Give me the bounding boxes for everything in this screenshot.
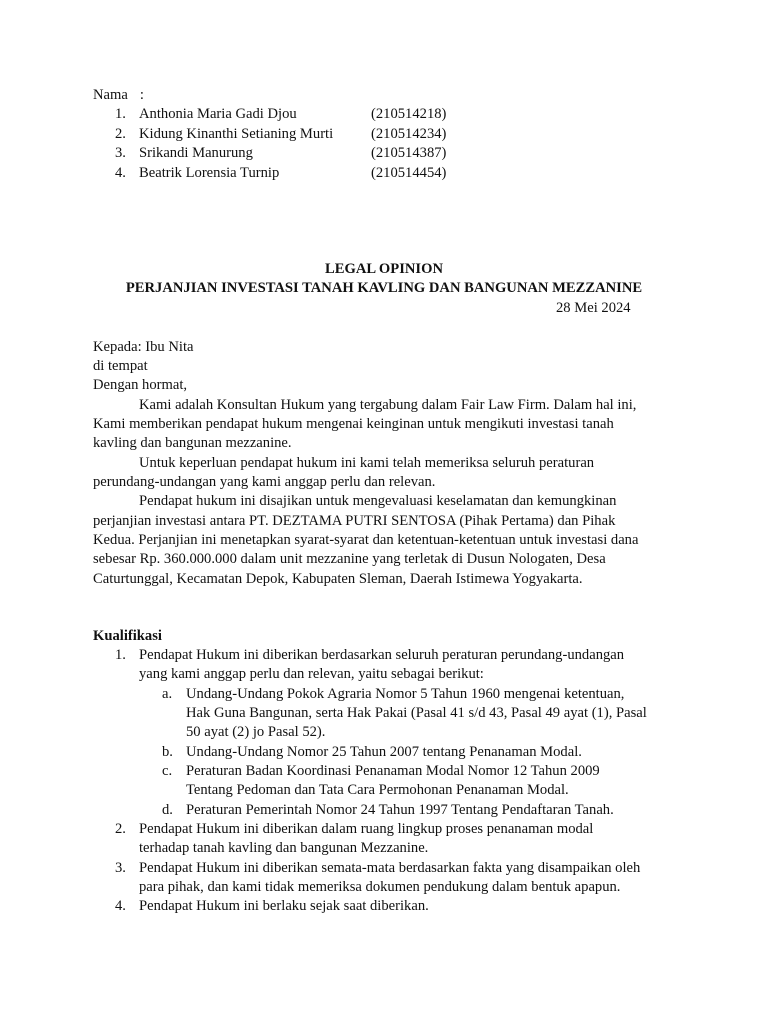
list-item-line: terhadap tanah kavling dan bangunan Mezzanine. (139, 840, 429, 856)
member-id: (210514454) (371, 165, 447, 181)
recipient: Kepada: Ibu Nita (93, 339, 194, 355)
list-item-line: Pendapat Hukum ini berlaku sejak saat diberikan. (139, 898, 429, 914)
list-item-line: para pihak, dan kami tidak memeriksa dokumen pendukung dalam bentuk apapun. (139, 879, 621, 895)
member-name: Anthonia Maria Gadi Djou (139, 106, 297, 122)
list-item-line: Pendapat Hukum ini diberikan dalam ruang lingkup proses penanaman modal (139, 821, 594, 837)
member-row (115, 125, 126, 145)
list-number: 2. (115, 821, 126, 837)
list-item-line: Pendapat Hukum ini diberikan berdasarkan seluruh peraturan perundang-undangan (139, 647, 625, 663)
member-row (115, 164, 126, 184)
title-agreement: PERJANJIAN INVESTASI TANAH KAVLING DAN BANGUNAN MEZZANINE (125, 280, 643, 296)
paragraph-line: sebesar Rp. 360.000.000 dalam unit mezzanine yang terletak di Dusun Nologaten, Desa (93, 551, 606, 567)
paragraph-line: Untuk keperluan pendapat hukum ini kami telah memeriksa seluruh peraturan (139, 455, 595, 471)
paragraph-line: perjanjian investasi antara PT. DEZTAMA PUTRI SENTOSA (Pihak Pertama) dan Pihak (93, 513, 616, 529)
member-id: (210514218) (371, 106, 447, 122)
member-name: Srikandi Manurung (139, 145, 253, 161)
paragraph-line: Caturtunggal, Kecamatan Depok, Kabupaten Sleman, Daerah Istimewa Yogyakarta. (93, 571, 583, 587)
list-item-line: Pendapat Hukum ini diberikan semata-mata berdasarkan fakta yang disampaikan oleh (139, 860, 641, 876)
paragraph-line: Kedua. Perjanjian ini menetapkan syarat-syarat dan ketentuan-ketentuan untuk investasi dana (93, 532, 639, 548)
recipient-place: di tempat (93, 358, 148, 374)
sublist-letter: d. (162, 802, 173, 818)
sublist-line: 50 ayat (2) jo Pasal 52). (186, 724, 326, 740)
members-label (93, 86, 144, 106)
title-legal-opinion: LEGAL OPINION (325, 261, 443, 277)
sublist-letter: c. (162, 763, 173, 779)
sublist-line: Peraturan Pemerintah Nomor 24 Tahun 1997 Tentang Pendaftaran Tanah. (186, 802, 614, 818)
sublist-line: Tentang Pedoman dan Tata Cara Permohonan Penanaman Modal. (186, 782, 569, 798)
list-item-line: yang kami anggap perlu dan relevan, yaitu sebagai berikut: (139, 666, 484, 682)
sublist-line: Undang-Undang Nomor 25 Tahun 2007 tentang Penanaman Modal. (186, 744, 582, 760)
member-id: (210514234) (371, 126, 447, 142)
member-number: 3. (115, 145, 126, 161)
member-number: 4. (115, 165, 126, 181)
sublist-line: Peraturan Badan Koordinasi Penanaman Modal Nomor 12 Tahun 2009 (186, 763, 600, 779)
paragraph-line: perundang-undangan yang kami anggap perlu dan relevan. (93, 474, 436, 490)
section-heading-kualifikasi: Kualifikasi (93, 628, 162, 644)
paragraph-line: kavling dan bangunan mezzanine. (93, 435, 292, 451)
paragraph-line: Pendapat hukum ini disajikan untuk mengevaluasi keselamatan dan kemungkinan (139, 493, 617, 509)
sublist-line: Undang-Undang Pokok Agraria Nomor 5 Tahun 1960 mengenai ketentuan, (186, 686, 625, 702)
sublist-letter: b. (162, 744, 173, 760)
sublist-letter: a. (162, 686, 173, 702)
member-id: (210514387) (371, 145, 447, 161)
member-number: 1. (115, 106, 126, 122)
list-number: 1. (115, 647, 126, 663)
paragraph-line: Kami adalah Konsultan Hukum yang tergabung dalam Fair Law Firm. Dalam hal ini, (139, 397, 637, 413)
nama-label: Nama (93, 87, 128, 103)
document-date: 28 Mei 2024 (556, 300, 631, 316)
member-name: Kidung Kinanthi Setianing Murti (139, 126, 334, 142)
member-number: 2. (115, 126, 126, 142)
nama-colon: : (139, 87, 144, 103)
sublist-line: Hak Guna Bangunan, serta Hak Pakai (Pasal 41 s/d 43, Pasal 49 ayat (1), Pasal (186, 705, 647, 721)
paragraph-line: Kami memberikan pendapat hukum mengenai keinginan untuk mengikuti investasi tanah (93, 416, 614, 432)
member-row (115, 105, 126, 125)
list-number: 4. (115, 898, 126, 914)
greeting: Dengan hormat, (93, 377, 188, 393)
list-number: 3. (115, 860, 126, 876)
member-name: Beatrik Lorensia Turnip (139, 165, 280, 181)
member-row (115, 144, 126, 164)
